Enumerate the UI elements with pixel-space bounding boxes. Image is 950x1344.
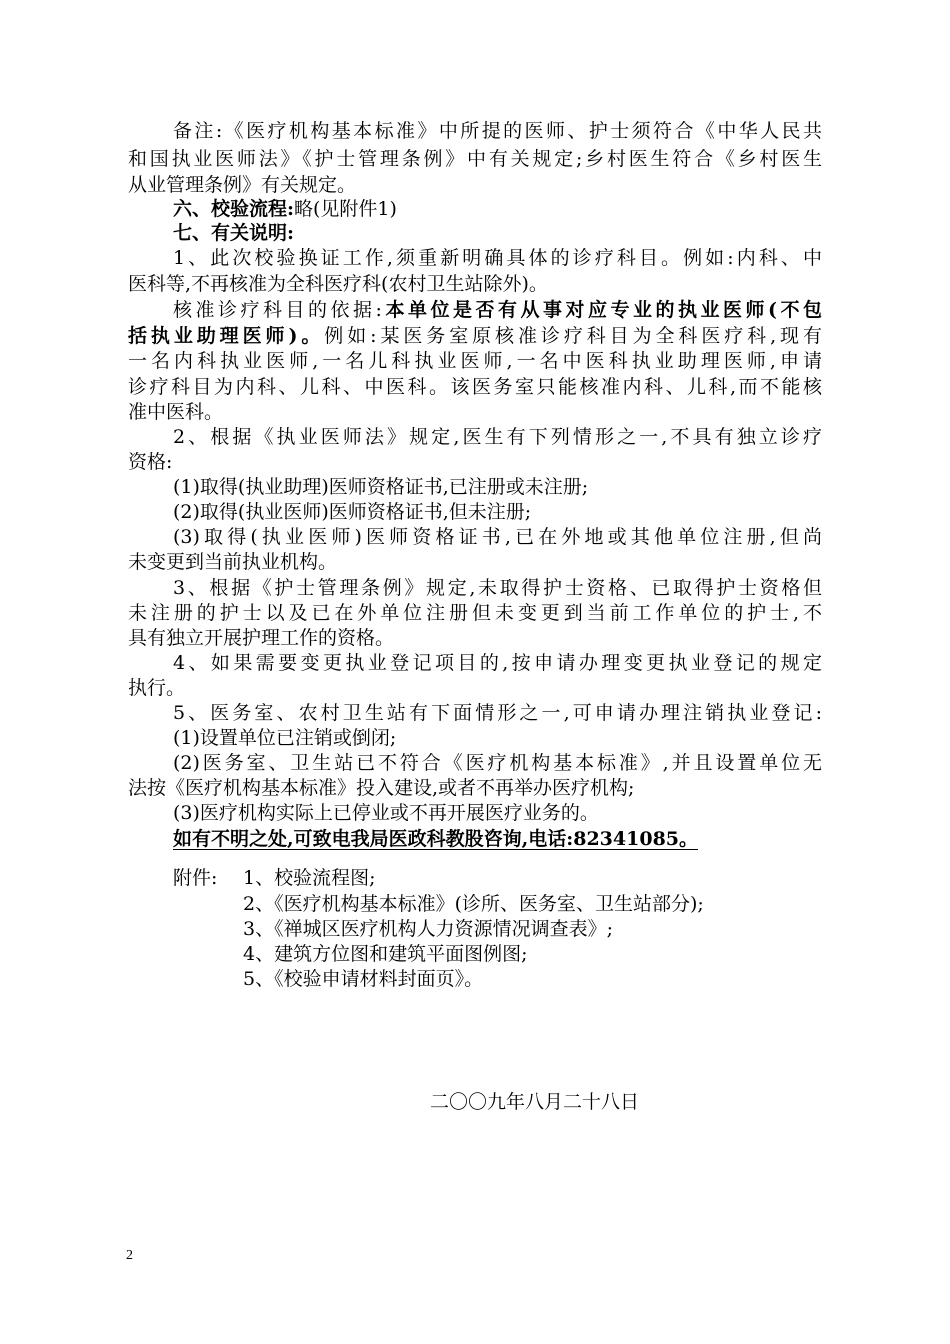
item-5-line-1: 5、医务室、农村卫生站有下面情形之一,可申请办理注销执业登记: — [173, 702, 822, 724]
item-2-sub-1: (1)取得(执业助理)医师资格证书,已注册或未注册; — [173, 476, 589, 498]
remark-line-3: 从业管理条例》有关规定。 — [128, 174, 357, 196]
basis-line-3: 一名内科执业医师,一名儿科执业医师,一名中医科执业助理医师,申请 — [128, 350, 822, 372]
attachment-item-2: 2、《医疗机构基本标准》(诊所、医务室、卫生站部分); — [243, 893, 704, 915]
attachment-item-4: 4、建筑方位图和建筑平面图例图; — [243, 943, 528, 965]
item-2-sub-3-line-1: (3)取得(执业医师)医师资格证书,已在外地或其他单位注册,但尚 — [173, 526, 822, 548]
item-3-line-3: 具有独立开展护理工作的资格。 — [128, 627, 395, 649]
section-6-text: 略(见附件1) — [294, 198, 397, 220]
attachment-item-3: 3、《禅城区医疗机构人力资源情况调查表》; — [243, 918, 613, 940]
attachments-label: 附件: — [173, 867, 218, 889]
basis-bold-1: 本单位是否有从事对应专业的执业医师(不包 — [381, 299, 822, 321]
document-date: 二〇〇九年八月二十八日 — [430, 1091, 640, 1113]
basis-line-1 — [173, 297, 822, 323]
basis-prefix: 核准诊疗科目的依据: — [173, 299, 382, 321]
page-number: 2 — [126, 1248, 133, 1263]
item-3-line-2: 未注册的护士以及已在外单位注册但未变更到当前工作单位的护士,不 — [128, 602, 822, 624]
item-4-line-2: 执行。 — [128, 677, 186, 699]
item-5-sub-3: (3)医疗机构实际上已停业或不再开展医疗业务的。 — [173, 802, 599, 824]
section-7-heading: 七、有关说明: — [173, 222, 295, 244]
attachment-item-1: 1、校验流程图; — [243, 867, 376, 889]
item-1-line-2: 医科等,不再核准为全科医疗科(农村卫生站除外)。 — [128, 273, 548, 295]
basis-line-2 — [128, 323, 822, 349]
basis-line-4: 诊疗科目为内科、儿科、中医科。该医务室只能核准内科、儿科,而不能核 — [128, 376, 822, 398]
item-4-line-1: 4、如果需要变更执业登记项目的,按申请办理变更执业登记的规定 — [173, 652, 822, 674]
remark-line-1: 备注:《医疗机构基本标准》中所提的医师、护士须符合《中华人民共 — [173, 120, 822, 142]
attachment-item-5: 5、《校验申请材料封面页》。 — [243, 968, 484, 990]
item-3-line-1: 3、根据《护士管理条例》规定,未取得护士资格、已取得护士资格但 — [173, 577, 822, 599]
basis-line-2-rest: 例如:某医务室原核准诊疗科目为全科医疗科,现有 — [324, 325, 822, 347]
section-6 — [173, 196, 397, 222]
item-2-sub-3-line-2: 未变更到当前执业机构。 — [128, 551, 338, 573]
item-5-sub-1: (1)设置单位已注销或倒闭; — [173, 727, 397, 749]
remark-line-2: 和国执业医师法》《护士管理条例》中有关规定;乡村医生符合《乡村医生 — [128, 148, 822, 170]
item-2-sub-2: (2)取得(执业医师)医师资格证书,但未注册; — [173, 501, 532, 523]
item-1-line-1: 1、此次校验换证工作,须重新明确具体的诊疗科目。例如:内科、中 — [173, 247, 822, 269]
basis-line-5: 准中医科。 — [128, 401, 224, 423]
item-5-sub-2-line-1: (2)医务室、卫生站已不符合《医疗机构基本标准》,并且设置单位无 — [173, 752, 822, 774]
item-5-sub-2-line-2: 法按《医疗机构基本标准》投入建设,或者不再举办医疗机构; — [128, 777, 635, 799]
basis-bold-2: 括执业助理医师)。 — [128, 325, 325, 347]
item-2-line-1: 2、根据《执业医师法》规定,医生有下列情形之一,不具有独立诊疗 — [173, 426, 822, 448]
item-2-line-2: 资格: — [128, 451, 173, 473]
contact-notice: 如有不明之处,可致电我局医政科教股咨询,电话:82341085。 — [173, 828, 699, 850]
section-6-heading: 六、校验流程: — [173, 198, 295, 220]
